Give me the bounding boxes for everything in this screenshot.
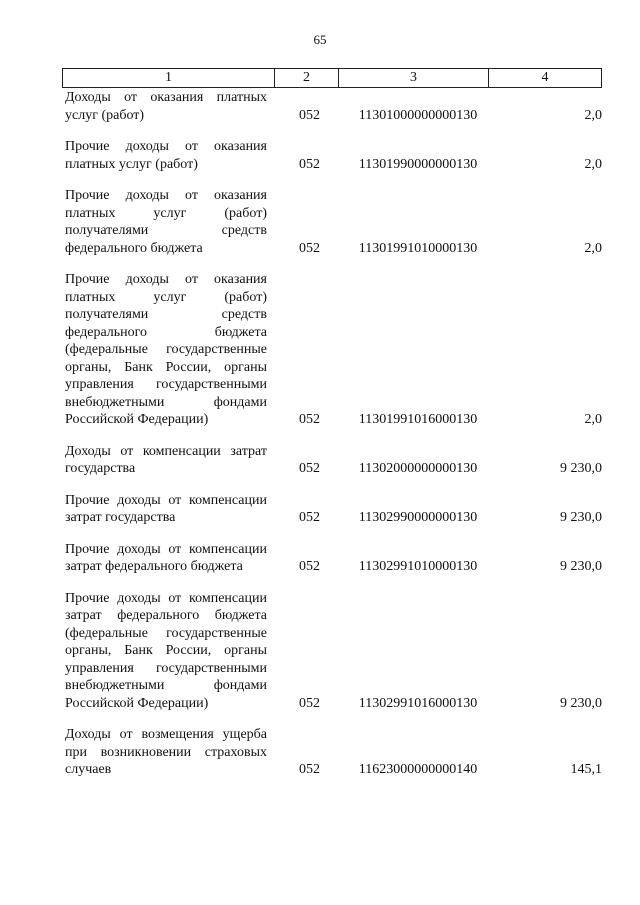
amount: 9 230,0 — [560, 559, 602, 574]
amount: 2,0 — [584, 156, 602, 172]
table-row — [62, 590, 602, 713]
table-row — [62, 726, 602, 779]
amount: 9 230,0 — [560, 510, 602, 525]
income-name: Прочие доходы от оказания платных услуг (работ) получателями средств федерального бюджета (федеральные государственные органы, Банк России, органы управления государственными внебюджетными фондами Российской Федерации) — [65, 272, 267, 427]
income-name: Доходы от компенсации затрат государства — [65, 443, 267, 476]
amount: 2,0 — [584, 107, 602, 123]
table-row — [62, 187, 602, 257]
income-name: Доходы от оказания платных услуг (работ) — [65, 90, 267, 123]
table-header — [62, 68, 602, 88]
income-name: Прочие доходы от оказания платных услуг (работ) получателями средств федерального бюджета — [65, 188, 267, 256]
admin-code: 052 — [299, 762, 320, 777]
header-col-1: 1 — [63, 69, 275, 87]
table-row — [62, 138, 602, 173]
income-name: Доходы от возмещения ущерба при возникновении страховых случаев — [65, 727, 267, 777]
header-col-3: 3 — [339, 69, 489, 87]
amount: 2,0 — [584, 412, 602, 427]
budget-code: 11302000000000130 — [358, 461, 478, 476]
budget-code: 11302991016000130 — [358, 695, 478, 711]
admin-code: 052 — [299, 695, 320, 711]
admin-code: 052 — [299, 461, 320, 476]
table-row — [62, 271, 602, 429]
budget-code: 11301991010000130 — [358, 240, 478, 256]
income-name: Прочие доходы от компенсации затрат федерального бюджета (федеральные государственные органы, Банк России, органы управления государственными внебюджетными фондами Российской Федерации) — [65, 590, 267, 711]
income-name: Прочие доходы от компенсации затрат государства — [65, 492, 267, 525]
admin-code: 052 — [299, 559, 320, 574]
income-name: Прочие доходы от оказания платных услуг (работ) — [65, 139, 267, 172]
admin-code: 052 — [299, 156, 320, 172]
budget-code: 11623000000000140 — [358, 762, 478, 777]
admin-code: 052 — [299, 510, 320, 525]
income-name: Прочие доходы от компенсации затрат федерального бюджета — [65, 541, 267, 574]
admin-code: 052 — [299, 107, 320, 123]
budget-code: 11301000000000130 — [358, 107, 478, 123]
table-row — [62, 89, 602, 124]
table-row — [62, 492, 602, 527]
table-row — [62, 443, 602, 478]
header-col-4: 4 — [541, 70, 549, 85]
table-body — [62, 89, 602, 793]
amount: 9 230,0 — [560, 461, 602, 476]
amount: 2,0 — [584, 240, 602, 256]
budget-code: 11302990000000130 — [358, 510, 478, 525]
budget-code: 11302991010000130 — [358, 559, 478, 574]
table-row — [62, 541, 602, 576]
amount: 9 230,0 — [560, 695, 602, 711]
budget-code: 11301991016000130 — [358, 412, 478, 427]
page-number: 65 — [313, 32, 327, 47]
amount: 145,1 — [570, 762, 602, 777]
header-col-2: 2 — [275, 69, 339, 87]
admin-code: 052 — [299, 412, 320, 427]
admin-code: 052 — [299, 240, 320, 256]
budget-code: 11301990000000130 — [358, 156, 478, 172]
